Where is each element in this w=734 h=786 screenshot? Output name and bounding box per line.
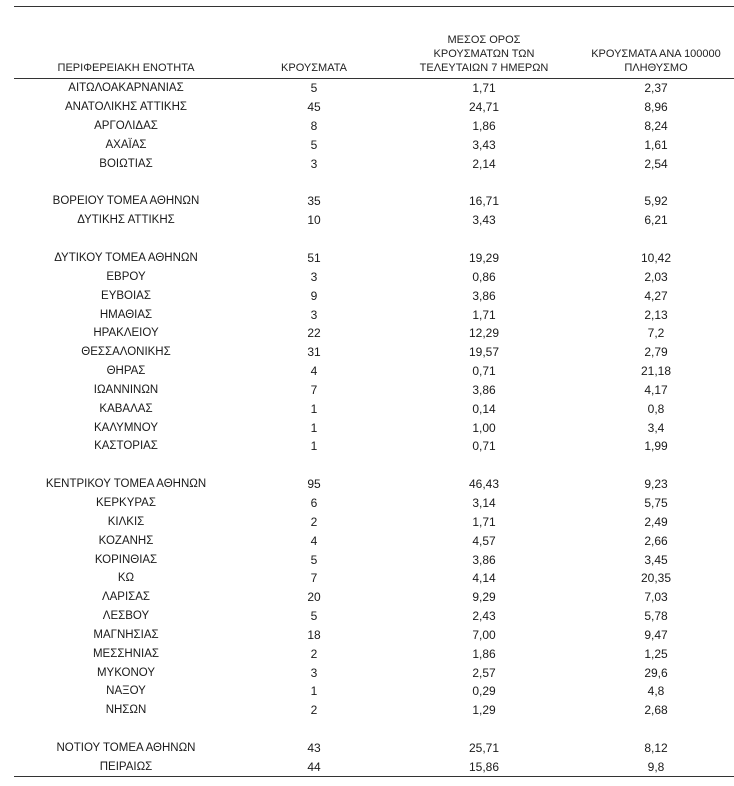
avg7-cell: 3,43 bbox=[472, 137, 496, 152]
cases-cell: 51 bbox=[307, 251, 321, 266]
table-row bbox=[14, 136, 734, 155]
cases-cell: 1 bbox=[310, 420, 318, 435]
cases-cell: 3 bbox=[310, 156, 318, 171]
avg7-cell: 1,71 bbox=[472, 514, 496, 529]
spacer-cell bbox=[14, 230, 734, 249]
avg7-cell: 1,29 bbox=[472, 703, 496, 718]
cases-document bbox=[14, 6, 734, 777]
per100k-cell: 29,6 bbox=[644, 665, 668, 680]
per100k-cell: 20,35 bbox=[640, 571, 672, 586]
header-cases: ΚΡΟΥΣΜΑΤΑ bbox=[281, 62, 347, 74]
avg7-cell: 0,71 bbox=[472, 439, 496, 454]
region-cell: ΗΜΑΘΙΑΣ bbox=[99, 308, 153, 321]
cases-table bbox=[14, 6, 734, 777]
avg7-cell: 0,86 bbox=[472, 269, 496, 284]
per100k-cell: 3,4 bbox=[647, 420, 665, 435]
region-cell: ΑΙΤΩΛΟΑΚΑΡΝΑΝΙΑΣ bbox=[68, 82, 184, 95]
region-cell: ΚΟΡΙΝΘΙΑΣ bbox=[94, 553, 158, 566]
cases-cell: 5 bbox=[310, 137, 318, 152]
cases-cell: 3 bbox=[310, 269, 318, 284]
table-row bbox=[14, 98, 734, 117]
region-cell: ΚΑΒΑΛΑΣ bbox=[99, 402, 153, 415]
region-cell: ΚΩ bbox=[117, 572, 135, 585]
avg7-cell: 2,14 bbox=[472, 156, 496, 171]
per100k-cell: 2,68 bbox=[644, 703, 668, 718]
region-cell: ΜΕΣΣΗΝΙΑΣ bbox=[92, 647, 160, 660]
per100k-cell: 3,45 bbox=[644, 552, 668, 567]
region-cell: ΛΑΡΙΣΑΣ bbox=[101, 591, 151, 604]
region-cell: ΝΗΣΩΝ bbox=[105, 704, 147, 717]
per100k-cell: 2,13 bbox=[644, 307, 668, 322]
table-row bbox=[14, 682, 734, 701]
region-cell: ΘΕΣΣΑΛΟΝΙΚΗΣ bbox=[81, 346, 171, 359]
per100k-cell: 9,23 bbox=[644, 477, 668, 492]
table-header bbox=[14, 7, 734, 79]
table-row bbox=[14, 117, 734, 136]
spacer-cell bbox=[14, 720, 734, 739]
table-row bbox=[14, 625, 734, 644]
region-cell: ΑΡΓΟΛΙΔΑΣ bbox=[94, 120, 158, 133]
avg7-cell: 3,86 bbox=[472, 552, 496, 567]
cases-cell: 5 bbox=[310, 609, 318, 624]
cases-cell: 4 bbox=[310, 533, 318, 548]
region-cell: ΘΗΡΑΣ bbox=[106, 365, 146, 378]
per100k-cell: 1,99 bbox=[644, 439, 668, 454]
table-row bbox=[14, 701, 734, 720]
table-row bbox=[14, 757, 734, 776]
per100k-cell: 2,54 bbox=[644, 156, 668, 171]
region-cell: ΙΩΑΝΝΙΝΩΝ bbox=[93, 383, 159, 396]
region-cell: ΛΕΣΒΟΥ bbox=[102, 610, 150, 623]
cases-cell: 2 bbox=[310, 514, 318, 529]
table-row bbox=[14, 79, 734, 98]
cases-cell: 95 bbox=[307, 477, 321, 492]
avg7-cell: 1,71 bbox=[472, 81, 496, 96]
region-cell: ΕΥΒΟΙΑΣ bbox=[101, 289, 151, 302]
table-row bbox=[14, 739, 734, 758]
region-cell: ΚΑΣΤΟΡΙΑΣ bbox=[94, 440, 158, 453]
cases-cell: 7 bbox=[310, 571, 318, 586]
cases-cell: 1 bbox=[310, 401, 318, 416]
per100k-cell: 5,92 bbox=[644, 194, 668, 209]
spacer-cell bbox=[14, 456, 734, 475]
per100k-cell: 6,21 bbox=[644, 213, 668, 228]
per100k-cell: 1,25 bbox=[644, 646, 668, 661]
avg7-cell: 0,29 bbox=[472, 684, 496, 699]
cases-cell: 31 bbox=[307, 345, 321, 360]
per100k-cell: 7,03 bbox=[644, 590, 668, 605]
per100k-cell: 4,8 bbox=[647, 684, 665, 699]
per100k-cell: 8,96 bbox=[644, 100, 668, 115]
table-row bbox=[14, 211, 734, 230]
header-per100k: ΚΡΟΥΣΜΑΤΑ ΑΝΑ 100000 ΠΛΗΘΥΣΜΟ bbox=[591, 48, 721, 74]
avg7-cell: 3,86 bbox=[472, 288, 496, 303]
table-row bbox=[14, 512, 734, 531]
per100k-cell: 21,18 bbox=[640, 364, 672, 379]
avg7-cell: 2,57 bbox=[472, 665, 496, 680]
table-body bbox=[14, 79, 734, 777]
avg7-cell: 4,14 bbox=[472, 571, 496, 586]
cases-cell: 1 bbox=[310, 439, 318, 454]
region-cell: ΒΟΙΩΤΙΑΣ bbox=[99, 157, 153, 170]
per100k-cell: 10,42 bbox=[640, 251, 672, 266]
table-row bbox=[14, 343, 734, 362]
cases-cell: 7 bbox=[310, 382, 318, 397]
table-row bbox=[14, 154, 734, 173]
per100k-cell: 4,17 bbox=[644, 382, 668, 397]
per100k-cell: 8,24 bbox=[644, 119, 668, 134]
table-row bbox=[14, 569, 734, 588]
table-row bbox=[14, 663, 734, 682]
table-row bbox=[14, 550, 734, 569]
table-row bbox=[14, 305, 734, 324]
per100k-cell: 2,03 bbox=[644, 269, 668, 284]
cases-cell: 18 bbox=[307, 627, 321, 642]
per100k-cell: 7,2 bbox=[647, 326, 665, 341]
cases-cell: 20 bbox=[307, 590, 321, 605]
spacer-row bbox=[14, 173, 734, 192]
region-cell: ΚΕΡΚΥΡΑΣ bbox=[96, 496, 156, 509]
per100k-cell: 2,49 bbox=[644, 514, 668, 529]
per100k-cell: 4,27 bbox=[644, 288, 668, 303]
per100k-cell: 1,61 bbox=[644, 137, 668, 152]
avg7-cell: 19,57 bbox=[468, 345, 500, 360]
cases-cell: 6 bbox=[310, 495, 318, 510]
avg7-cell: 3,14 bbox=[472, 495, 496, 510]
per100k-cell: 0,8 bbox=[647, 401, 665, 416]
avg7-cell: 0,14 bbox=[472, 401, 496, 416]
region-cell: ΜΑΓΝΗΣΙΑΣ bbox=[93, 628, 159, 641]
cases-cell: 44 bbox=[307, 759, 321, 774]
table-row bbox=[14, 249, 734, 268]
cases-cell: 8 bbox=[310, 119, 318, 134]
cases-cell: 43 bbox=[307, 740, 321, 755]
cases-cell: 9 bbox=[310, 288, 318, 303]
table-row bbox=[14, 324, 734, 343]
header-region: ΠΕΡΙΦΕΡΕΙΑΚΗ ΕΝΟΤΗΤΑ bbox=[57, 62, 195, 74]
header-row bbox=[14, 7, 734, 79]
avg7-cell: 16,71 bbox=[468, 194, 500, 209]
table-row bbox=[14, 399, 734, 418]
table-row bbox=[14, 494, 734, 513]
table-row bbox=[14, 588, 734, 607]
region-cell: ΕΒΡΟΥ bbox=[106, 270, 146, 283]
table-row bbox=[14, 437, 734, 456]
avg7-cell: 24,71 bbox=[468, 100, 500, 115]
avg7-cell: 9,29 bbox=[472, 590, 496, 605]
table-row bbox=[14, 267, 734, 286]
cases-cell: 4 bbox=[310, 364, 318, 379]
cases-cell: 2 bbox=[310, 646, 318, 661]
per100k-cell: 2,66 bbox=[644, 533, 668, 548]
region-cell: ΑΧΑΪΑΣ bbox=[105, 138, 147, 151]
region-cell: ΜΥΚΟΝΟΥ bbox=[96, 666, 156, 679]
avg7-cell: 1,71 bbox=[472, 307, 496, 322]
avg7-cell: 19,29 bbox=[468, 251, 500, 266]
region-cell: ΝΑΞΟΥ bbox=[106, 685, 146, 698]
table-row bbox=[14, 607, 734, 626]
table-row bbox=[14, 418, 734, 437]
avg7-cell: 4,57 bbox=[472, 533, 496, 548]
region-cell: ΚΕΝΤΡΙΚΟΥ ΤΟΜΕΑ ΑΘΗΝΩΝ bbox=[45, 478, 207, 491]
avg7-cell: 2,43 bbox=[472, 609, 496, 624]
per100k-cell: 2,79 bbox=[644, 345, 668, 360]
table-row bbox=[14, 644, 734, 663]
region-cell: ΔΥΤΙΚΗΣ ΑΤΤΙΚΗΣ bbox=[77, 214, 175, 227]
avg7-cell: 3,43 bbox=[472, 213, 496, 228]
cases-cell: 35 bbox=[307, 194, 321, 209]
region-cell: ΚΙΛΚΙΣ bbox=[107, 515, 145, 528]
avg7-cell: 12,29 bbox=[468, 326, 500, 341]
per100k-cell: 8,12 bbox=[644, 740, 668, 755]
avg7-cell: 25,71 bbox=[468, 740, 500, 755]
cases-cell: 3 bbox=[310, 665, 318, 680]
cases-cell: 3 bbox=[310, 307, 318, 322]
table-row bbox=[14, 192, 734, 211]
per100k-cell: 9,47 bbox=[644, 627, 668, 642]
per100k-cell: 5,75 bbox=[644, 495, 668, 510]
region-cell: ΝΟΤΙΟΥ ΤΟΜΕΑ ΑΘΗΝΩΝ bbox=[56, 741, 196, 754]
per100k-cell: 5,78 bbox=[644, 609, 668, 624]
cases-cell: 45 bbox=[307, 100, 321, 115]
per100k-cell: 9,8 bbox=[647, 759, 665, 774]
per100k-cell: 2,37 bbox=[644, 81, 668, 96]
table-row bbox=[14, 381, 734, 400]
avg7-cell: 3,86 bbox=[472, 382, 496, 397]
spacer-row bbox=[14, 720, 734, 739]
region-cell: ΚΑΛΥΜΝΟΥ bbox=[94, 421, 158, 434]
region-cell: ΔΥΤΙΚΟΥ ΤΟΜΕΑ ΑΘΗΝΩΝ bbox=[54, 252, 198, 265]
spacer-row bbox=[14, 456, 734, 475]
cases-cell: 5 bbox=[310, 81, 318, 96]
table-row bbox=[14, 362, 734, 381]
spacer-row bbox=[14, 230, 734, 249]
avg7-cell: 1,00 bbox=[472, 420, 496, 435]
table-row bbox=[14, 475, 734, 494]
region-cell: ΚΟΖΑΝΗΣ bbox=[98, 534, 154, 547]
region-cell: ΒΟΡΕΙΟΥ ΤΟΜΕΑ ΑΘΗΝΩΝ bbox=[52, 195, 200, 208]
avg7-cell: 46,43 bbox=[468, 477, 500, 492]
spacer-cell bbox=[14, 173, 734, 192]
cases-cell: 5 bbox=[310, 552, 318, 567]
avg7-cell: 7,00 bbox=[472, 627, 496, 642]
region-cell: ΗΡΑΚΛΕΙΟΥ bbox=[93, 327, 159, 340]
cases-cell: 22 bbox=[307, 326, 321, 341]
avg7-cell: 0,71 bbox=[472, 364, 496, 379]
region-cell: ΠΕΙΡΑΙΩΣ bbox=[99, 760, 153, 773]
avg7-cell: 1,86 bbox=[472, 646, 496, 661]
cases-cell: 10 bbox=[307, 213, 321, 228]
avg7-cell: 15,86 bbox=[468, 759, 500, 774]
header-avg7: ΜΕΣΟΣ ΟΡΟΣ ΚΡΟΥΣΜΑΤΩΝ ΤΩΝ ΤΕΛΕΥΤΑΙΩΝ 7 ΗΜΕΡΩΝ bbox=[419, 34, 549, 74]
region-cell: ΑΝΑΤΟΛΙΚΗΣ ΑΤΤΙΚΗΣ bbox=[64, 101, 187, 114]
table-row bbox=[14, 531, 734, 550]
cases-cell: 1 bbox=[310, 684, 318, 699]
table-row bbox=[14, 286, 734, 305]
cases-cell: 2 bbox=[310, 703, 318, 718]
avg7-cell: 1,86 bbox=[472, 119, 496, 134]
